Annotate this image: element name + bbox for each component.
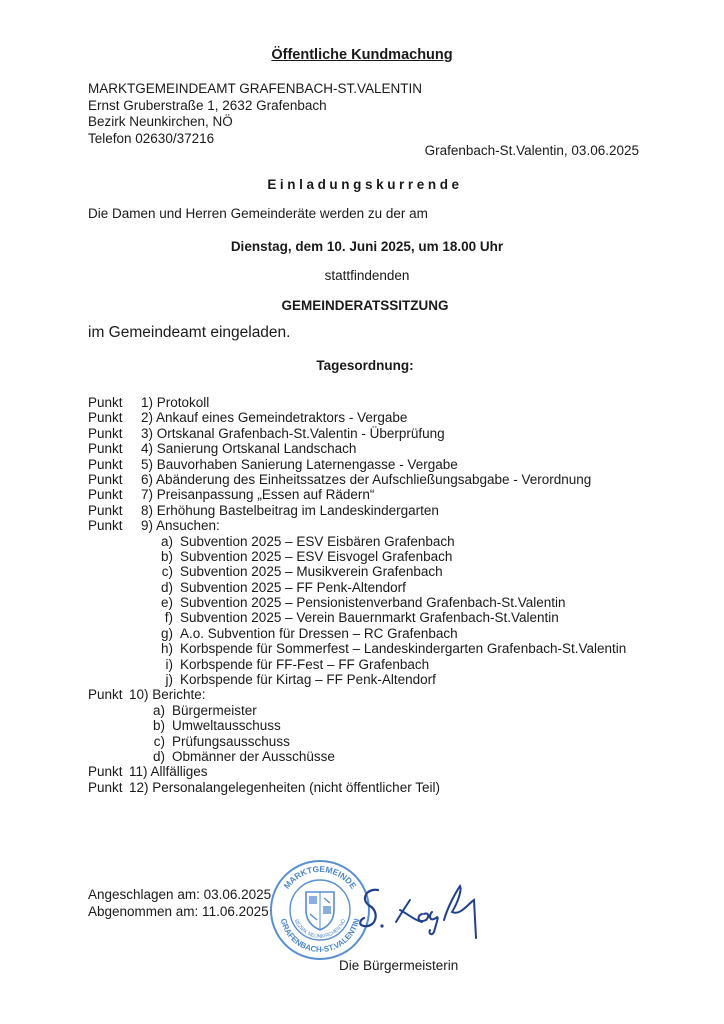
agenda-item-text: 4) Sanierung Ortskanal Landschach (141, 441, 357, 457)
meeting-type: GEMEINDERATSSITZUNG (281, 298, 449, 313)
subitem-letter: h) (160, 641, 173, 657)
subitem-text: Prüfungsausschuss (172, 733, 290, 749)
subitem-text: Subvention 2025 – ESV Eisbären Grafenbach (180, 533, 455, 549)
agenda-item-text: 7) Preisanpassung „Essen auf Rädern“ (141, 487, 375, 503)
subitem-text: Korbspende für FF-Fest – FF Grafenbach (180, 656, 430, 672)
subitem-letter: a) (152, 702, 165, 718)
removed-date: Abgenommen am: 11.06.2025 (88, 903, 269, 919)
agenda-prefix: Punkt (88, 441, 123, 457)
subitem-letter: d) (152, 748, 165, 764)
sender-block (88, 81, 422, 147)
invited-text: im Gemeindeamt eingeladen. (88, 324, 291, 341)
agenda-prefix: Punkt (88, 425, 123, 441)
subitem-text: Korbspende für Sommerfest – Landeskindergarten Grafenbach-St.Valentin (180, 641, 627, 657)
agenda-item-text: 8) Erhöhung Bastelbeitrag im Landeskindergarten (141, 502, 439, 518)
seal-text-bottom: GRAFENBACH-ST.VALENTIN (278, 917, 362, 955)
stattfindenden-text: stattfindenden (324, 268, 410, 283)
subitem-letter: f) (164, 610, 173, 626)
seal-text-top: MARKTGEMEINDE (281, 863, 359, 891)
subitem-text: Subvention 2025 – FF Penk-Altendorf (180, 579, 406, 595)
agenda-prefix: Punkt (88, 487, 123, 503)
subitem-text: Bürgermeister (172, 702, 257, 718)
agenda-item-text: 6) Abänderung des Einheitssatzes der Aufschließungsabgabe - Verordnung (141, 471, 592, 487)
agenda-prefix: Punkt (88, 518, 123, 534)
agenda-title: Tagesordnung: (316, 358, 414, 373)
agenda-item-text: 5) Bauvorhaben Sanierung Laternengasse - Vergabe (141, 456, 458, 472)
agenda-item-text: 10) Berichte: (129, 687, 206, 703)
subitem-letter: a) (160, 533, 173, 549)
agenda-item-text: 12) Personalangelegenheiten (nicht öffentlicher Teil) (129, 779, 440, 795)
document-title: Öffentliche Kundmachung (271, 47, 453, 63)
subitem-text: Subvention 2025 – Verein Bauernmarkt Grafenbach-St.Valentin (180, 610, 559, 626)
mayor-label: Die Bürgermeisterin (339, 958, 459, 973)
subitem-letter: g) (160, 625, 173, 641)
sender-district: Bezirk Neunkirchen, NÖ (88, 114, 233, 129)
posted-date: Angeschlagen am: 03.06.2025 (88, 887, 272, 902)
agenda-prefix: Punkt (88, 471, 123, 487)
agenda-item-text: 3) Ortskanal Grafenbach-St.Valentin - Überprüfung (141, 425, 445, 441)
agenda-prefix: Punkt (88, 502, 123, 518)
subitem-text: Korbspende für Kirtag – FF Penk-Altendorf (180, 672, 436, 688)
agenda-item-text: 9) Ansuchen: (141, 518, 220, 534)
agenda-prefix: Punkt (88, 456, 123, 472)
subitem-text: Subvention 2025 – Musikverein Grafenbach (180, 564, 443, 580)
subitem-letter: j) (165, 672, 173, 688)
agenda-prefix: Punkt (88, 410, 123, 426)
posting-dates (88, 887, 271, 920)
subitem-text: Umweltausschuss (172, 718, 281, 734)
subitem-text: A.o. Subvention für Dressen – RC Grafenbach (180, 625, 458, 641)
agenda-prefix: Punkt (88, 779, 123, 795)
subitem-text: Subvention 2025 – ESV Eisvogel Grafenbach (180, 548, 453, 564)
mayor-signature (356, 876, 486, 946)
subitem-letter: c) (161, 564, 173, 580)
agenda-item-text: 2) Ankauf eines Gemeindetraktors - Vergabe (141, 410, 408, 426)
subitem-letter: b) (160, 548, 173, 564)
sender-phone: Telefon 02630/37216 (88, 130, 215, 146)
subitem-letter: c) (153, 733, 165, 749)
subitem-letter: i) (165, 656, 173, 672)
agenda-item-text: 1) Protokoll (141, 395, 210, 410)
meeting-date: Dienstag, dem 10. Juni 2025, um 18.00 Uhr (230, 239, 504, 254)
agenda-item-text: 11) Allfälliges (129, 764, 208, 780)
subitem-letter: b) (152, 718, 165, 734)
seal-text-inner: BEZIRK NEUNKIRCHEN NÖ (292, 918, 348, 940)
subitem-text: Subvention 2025 – Pensionistenverband Grafenbach-St.Valentin (180, 595, 566, 611)
intro-text: Die Damen und Herren Gemeinderäte werden zu der am (88, 206, 428, 221)
coat-of-arms-icon (306, 892, 334, 930)
subitem-letter: d) (160, 579, 173, 595)
subitem-text: Obmänner der Ausschüsse (172, 748, 335, 764)
invitation-heading: Einladungskurrende (267, 177, 463, 192)
agenda-prefix: Punkt (88, 764, 123, 780)
agenda-prefix: Punkt (88, 687, 123, 703)
sender-street: Ernst Gruberstraße 1, 2632 Grafenbach (88, 97, 327, 113)
place-date: Grafenbach-St.Valentin, 03.06.2025 (424, 143, 639, 158)
agenda-prefix: Punkt (88, 395, 123, 410)
sender-name: MARKTGEMEINDEAMT GRAFENBACH-ST.VALENTIN (88, 81, 423, 96)
subitem-letter: e) (160, 595, 173, 611)
